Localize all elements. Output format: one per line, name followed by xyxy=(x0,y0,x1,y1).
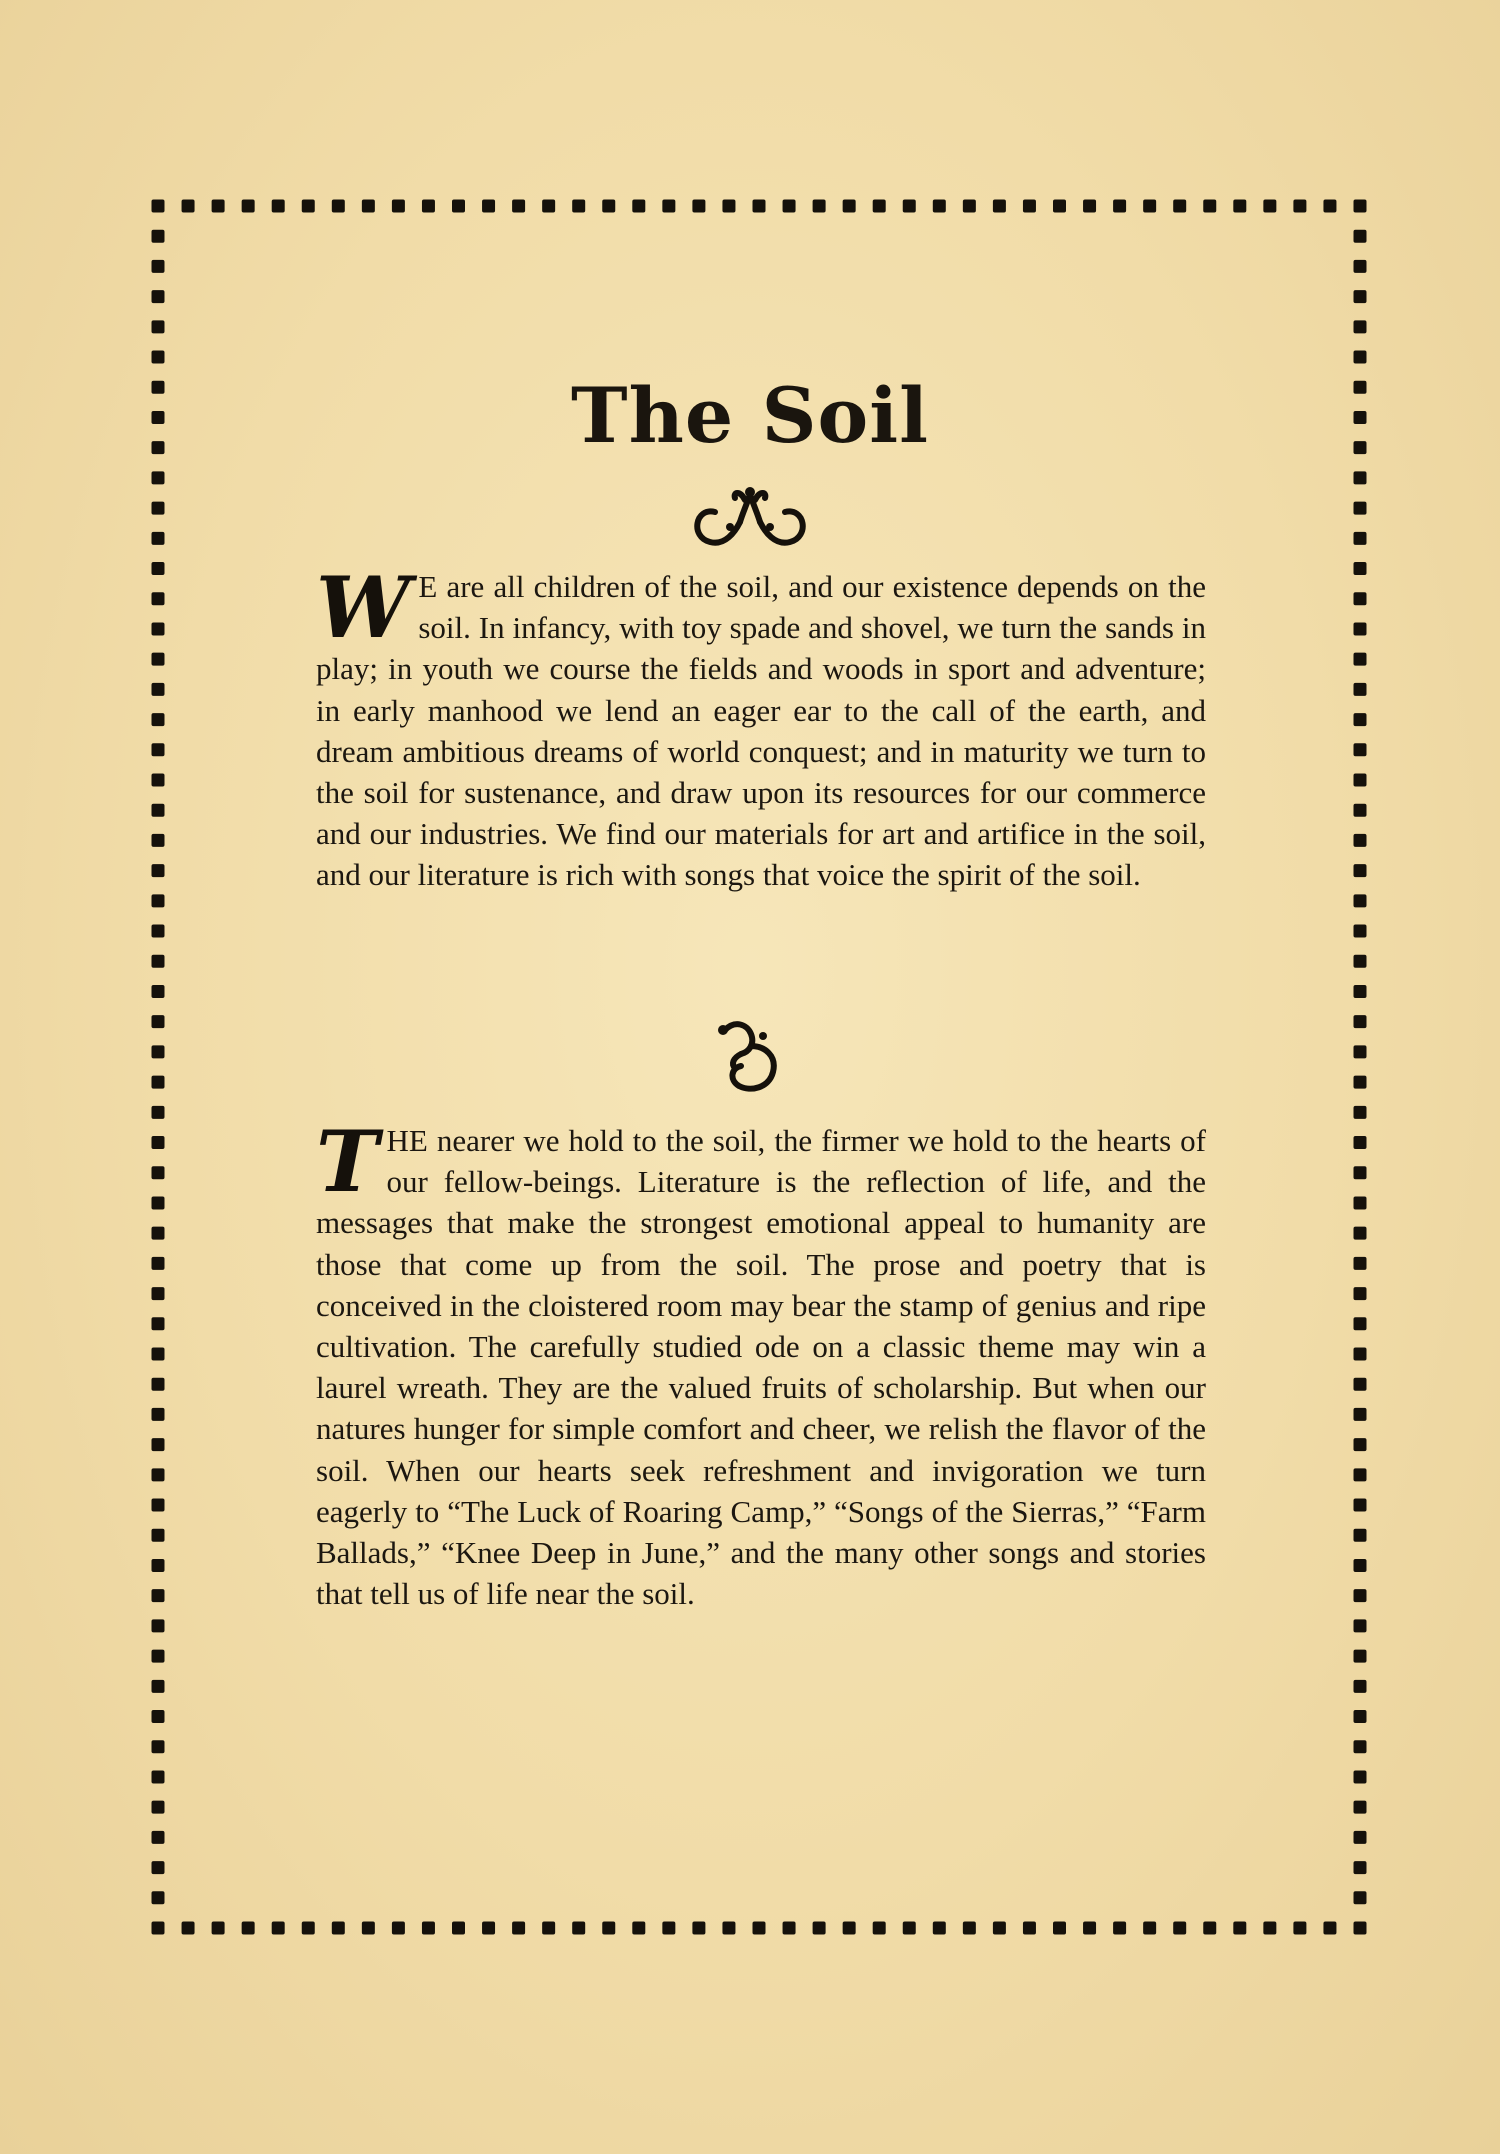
border-dot xyxy=(542,1922,555,1935)
border-dot xyxy=(722,200,735,213)
border-dot xyxy=(332,1922,345,1935)
border-dot xyxy=(152,804,165,817)
border-dot xyxy=(512,200,525,213)
border-dot xyxy=(1354,1136,1367,1149)
border-dot xyxy=(152,1680,165,1693)
border-dot xyxy=(1354,622,1367,635)
border-dot xyxy=(152,1106,165,1119)
border-dot xyxy=(1143,200,1156,213)
border-dot xyxy=(152,1529,165,1542)
paragraph-2-text: nearer we hold to the soil, the firmer we hold to the hearts of our fellow-beings. Literature is the reflection of life, and the messages that make the strongest emotional appeal to humanity are those that come up from the soil. The prose and poetry that is conceived in the cloistered room may bear the stamp of genius and ripe cultivation. The carefully studied ode on a classic theme may win a laurel wreath. They are the valued fruits of scholarship. But when our natures hunger for simple comfort and cheer, we relish the flavor of the soil. When our hearts seek refreshment and invigoration we turn eagerly to “The Luck of Roaring Camp,” “Songs of the Sierras,” “Farm Ballads,” “Knee Deep in June,” and the many other songs and stories that tell us of life near the soil. xyxy=(316,1123,1206,1612)
border-dot xyxy=(753,1922,766,1935)
border-dot xyxy=(1354,320,1367,333)
border-dot xyxy=(1354,1106,1367,1119)
border-dot xyxy=(422,1922,435,1935)
border-dot xyxy=(1233,200,1246,213)
border-dot xyxy=(1354,1529,1367,1542)
border-dot xyxy=(1354,1861,1367,1874)
border-dot xyxy=(1293,1922,1306,1935)
paragraph-1-lead: E xyxy=(418,569,438,604)
border-dot xyxy=(1354,864,1367,877)
border-dot xyxy=(212,1922,225,1935)
border-dot xyxy=(152,320,165,333)
border-dot xyxy=(632,1922,645,1935)
heart-vine-ornament xyxy=(0,1016,1500,1104)
page-title: The Soil xyxy=(571,371,929,460)
border-dot xyxy=(1354,1227,1367,1240)
border-dot xyxy=(242,200,255,213)
border-dot xyxy=(1354,804,1367,817)
border-dot xyxy=(152,622,165,635)
border-dot xyxy=(903,200,916,213)
border-dot xyxy=(1354,1499,1367,1512)
border-dot xyxy=(1113,200,1126,213)
border-dot xyxy=(843,200,856,213)
border-dot xyxy=(152,290,165,303)
border-dot xyxy=(152,351,165,364)
border-dot xyxy=(1263,1922,1276,1935)
border-dot xyxy=(903,1922,916,1935)
border-dot xyxy=(392,200,405,213)
paragraph-1-text: are all children of the soil, and our existence depends on the soil. In infancy, with toy spade and shovel, we turn the sands in play; in youth we course the fields and woods in sport and adventure; in early manhood we lend an eager ear to the call of the earth, and dream ambitious dreams of world conquest; and in maturity we turn to the soil for sustenance, and draw upon its resources for our commerce and our industries. We find our materials for art and artifice in the soil, and our literature is rich with songs that voice the spirit of the soil. xyxy=(316,569,1206,893)
border-dot xyxy=(1354,592,1367,605)
border-dot xyxy=(152,1196,165,1209)
border-dot xyxy=(152,1861,165,1874)
border-dot xyxy=(1354,1650,1367,1663)
border-dot xyxy=(212,200,225,213)
border-dot xyxy=(512,1922,525,1935)
dropcap-t: T xyxy=(316,1112,379,1211)
border-dot xyxy=(1354,1891,1367,1904)
border-dot xyxy=(152,1136,165,1149)
border-dot xyxy=(1354,985,1367,998)
border-dot xyxy=(152,834,165,847)
border-dot xyxy=(813,200,826,213)
border-dot xyxy=(963,1922,976,1935)
border-dot xyxy=(1354,894,1367,907)
border-dot xyxy=(1083,1922,1096,1935)
border-dot xyxy=(152,1408,165,1421)
border-dot xyxy=(152,1740,165,1753)
border-dot xyxy=(152,1348,165,1361)
border-dot xyxy=(873,1922,886,1935)
border-dot xyxy=(152,1499,165,1512)
border-dot xyxy=(1323,1922,1336,1935)
border-dot xyxy=(152,713,165,726)
border-dot xyxy=(152,1227,165,1240)
border-dot xyxy=(302,1922,315,1935)
border-dot xyxy=(1354,1257,1367,1270)
border-dot xyxy=(1354,774,1367,787)
border-dot xyxy=(152,1770,165,1783)
border-dot xyxy=(662,200,675,213)
border-dot xyxy=(1354,351,1367,364)
border-dot xyxy=(1354,290,1367,303)
border-dot xyxy=(1354,1922,1367,1935)
paragraph-2-lead: HE xyxy=(386,1123,428,1158)
border-dot xyxy=(152,1891,165,1904)
border-dot xyxy=(1173,200,1186,213)
border-dot xyxy=(1354,683,1367,696)
border-dot xyxy=(152,1710,165,1723)
border-dot xyxy=(1053,200,1066,213)
border-dot xyxy=(1083,200,1096,213)
paragraph-2 xyxy=(316,1112,1206,1614)
border-dot xyxy=(632,200,645,213)
border-dot xyxy=(1354,1166,1367,1179)
dropcap-w: W xyxy=(316,558,411,657)
border-dot xyxy=(1354,1408,1367,1421)
border-dot xyxy=(542,200,555,213)
border-dot xyxy=(152,1559,165,1572)
border-dot xyxy=(1354,230,1367,243)
border-dot xyxy=(152,774,165,787)
border-dot xyxy=(452,1922,465,1935)
border-dot xyxy=(152,925,165,938)
border-dot xyxy=(152,1438,165,1451)
border-dot xyxy=(152,260,165,273)
border-dot xyxy=(1354,1317,1367,1330)
border-dot xyxy=(302,200,315,213)
border-dot xyxy=(152,1801,165,1814)
border-dot xyxy=(572,200,585,213)
border-dot xyxy=(722,1922,735,1935)
border-dot xyxy=(1354,1287,1367,1300)
border-dot xyxy=(1233,1922,1246,1935)
border-dot xyxy=(602,1922,615,1935)
border-dot xyxy=(242,1922,255,1935)
border-dot xyxy=(482,1922,495,1935)
border-dot xyxy=(152,683,165,696)
border-dot xyxy=(152,1257,165,1270)
border-dot xyxy=(152,1317,165,1330)
border-dot xyxy=(182,200,195,213)
border-dot xyxy=(422,200,435,213)
border-dot xyxy=(1354,1559,1367,1572)
border-dot xyxy=(452,200,465,213)
border-dot xyxy=(152,1468,165,1481)
border-dot xyxy=(1354,1468,1367,1481)
border-dot xyxy=(1203,1922,1216,1935)
border-dot xyxy=(152,1166,165,1179)
border-dot xyxy=(1354,1801,1367,1814)
border-dot xyxy=(1354,1348,1367,1361)
border-dot xyxy=(1053,1922,1066,1935)
border-dot xyxy=(152,1619,165,1632)
border-dot xyxy=(993,200,1006,213)
border-dot xyxy=(152,1831,165,1844)
paragraph-1 xyxy=(316,558,1206,896)
border-dot xyxy=(1354,955,1367,968)
border-dot xyxy=(152,864,165,877)
border-dot xyxy=(152,985,165,998)
border-dot xyxy=(692,200,705,213)
border-dot xyxy=(753,200,766,213)
border-dot xyxy=(1354,1710,1367,1723)
border-dot xyxy=(933,200,946,213)
border-dot xyxy=(692,1922,705,1935)
border-dot xyxy=(1173,1922,1186,1935)
border-dot xyxy=(152,894,165,907)
border-dot xyxy=(272,200,285,213)
border-dot xyxy=(1203,200,1216,213)
border-dot xyxy=(1354,1740,1367,1753)
border-dot xyxy=(152,743,165,756)
border-dot xyxy=(933,1922,946,1935)
border-dot xyxy=(1354,1770,1367,1783)
border-dot xyxy=(362,200,375,213)
border-dot xyxy=(152,592,165,605)
border-dot xyxy=(182,1922,195,1935)
border-dot xyxy=(1143,1922,1156,1935)
border-dot xyxy=(1113,1922,1126,1935)
border-dot xyxy=(152,200,165,213)
border-dot xyxy=(843,1922,856,1935)
border-dot xyxy=(152,1589,165,1602)
border-dot xyxy=(1354,1378,1367,1391)
border-dot xyxy=(813,1922,826,1935)
border-dot xyxy=(1354,260,1367,273)
border-dot xyxy=(392,1922,405,1935)
border-dot xyxy=(1023,200,1036,213)
border-dot xyxy=(662,1922,675,1935)
border-dot xyxy=(1023,1922,1036,1935)
border-dot xyxy=(1354,1589,1367,1602)
border-dot xyxy=(1354,743,1367,756)
border-dot xyxy=(152,1287,165,1300)
border-dot xyxy=(1354,200,1367,213)
border-dot xyxy=(152,955,165,968)
border-dot xyxy=(1354,1619,1367,1632)
border-dot xyxy=(152,653,165,666)
border-dot xyxy=(152,230,165,243)
border-dot xyxy=(1354,834,1367,847)
border-dot xyxy=(993,1922,1006,1935)
border-dot xyxy=(1354,562,1367,575)
border-dot xyxy=(1293,200,1306,213)
border-dot xyxy=(152,1378,165,1391)
border-dot xyxy=(783,200,796,213)
border-dot xyxy=(1354,1680,1367,1693)
border-dot xyxy=(1354,1196,1367,1209)
border-dot xyxy=(1354,925,1367,938)
border-dot xyxy=(152,1650,165,1663)
border-dot xyxy=(873,200,886,213)
border-dot xyxy=(1354,1438,1367,1451)
border-dot xyxy=(1263,200,1276,213)
border-dot xyxy=(152,562,165,575)
border-dot xyxy=(332,200,345,213)
border-dot xyxy=(572,1922,585,1935)
border-dot xyxy=(1354,713,1367,726)
border-dot xyxy=(272,1922,285,1935)
border-dot xyxy=(1354,653,1367,666)
border-dot xyxy=(152,1922,165,1935)
border-dot xyxy=(482,200,495,213)
border-dot xyxy=(1323,200,1336,213)
border-dot xyxy=(602,200,615,213)
vine-scroll-ornament xyxy=(0,482,1500,556)
border-dot xyxy=(362,1922,375,1935)
border-dot xyxy=(963,200,976,213)
border-dot xyxy=(1354,1831,1367,1844)
border-dot xyxy=(783,1922,796,1935)
